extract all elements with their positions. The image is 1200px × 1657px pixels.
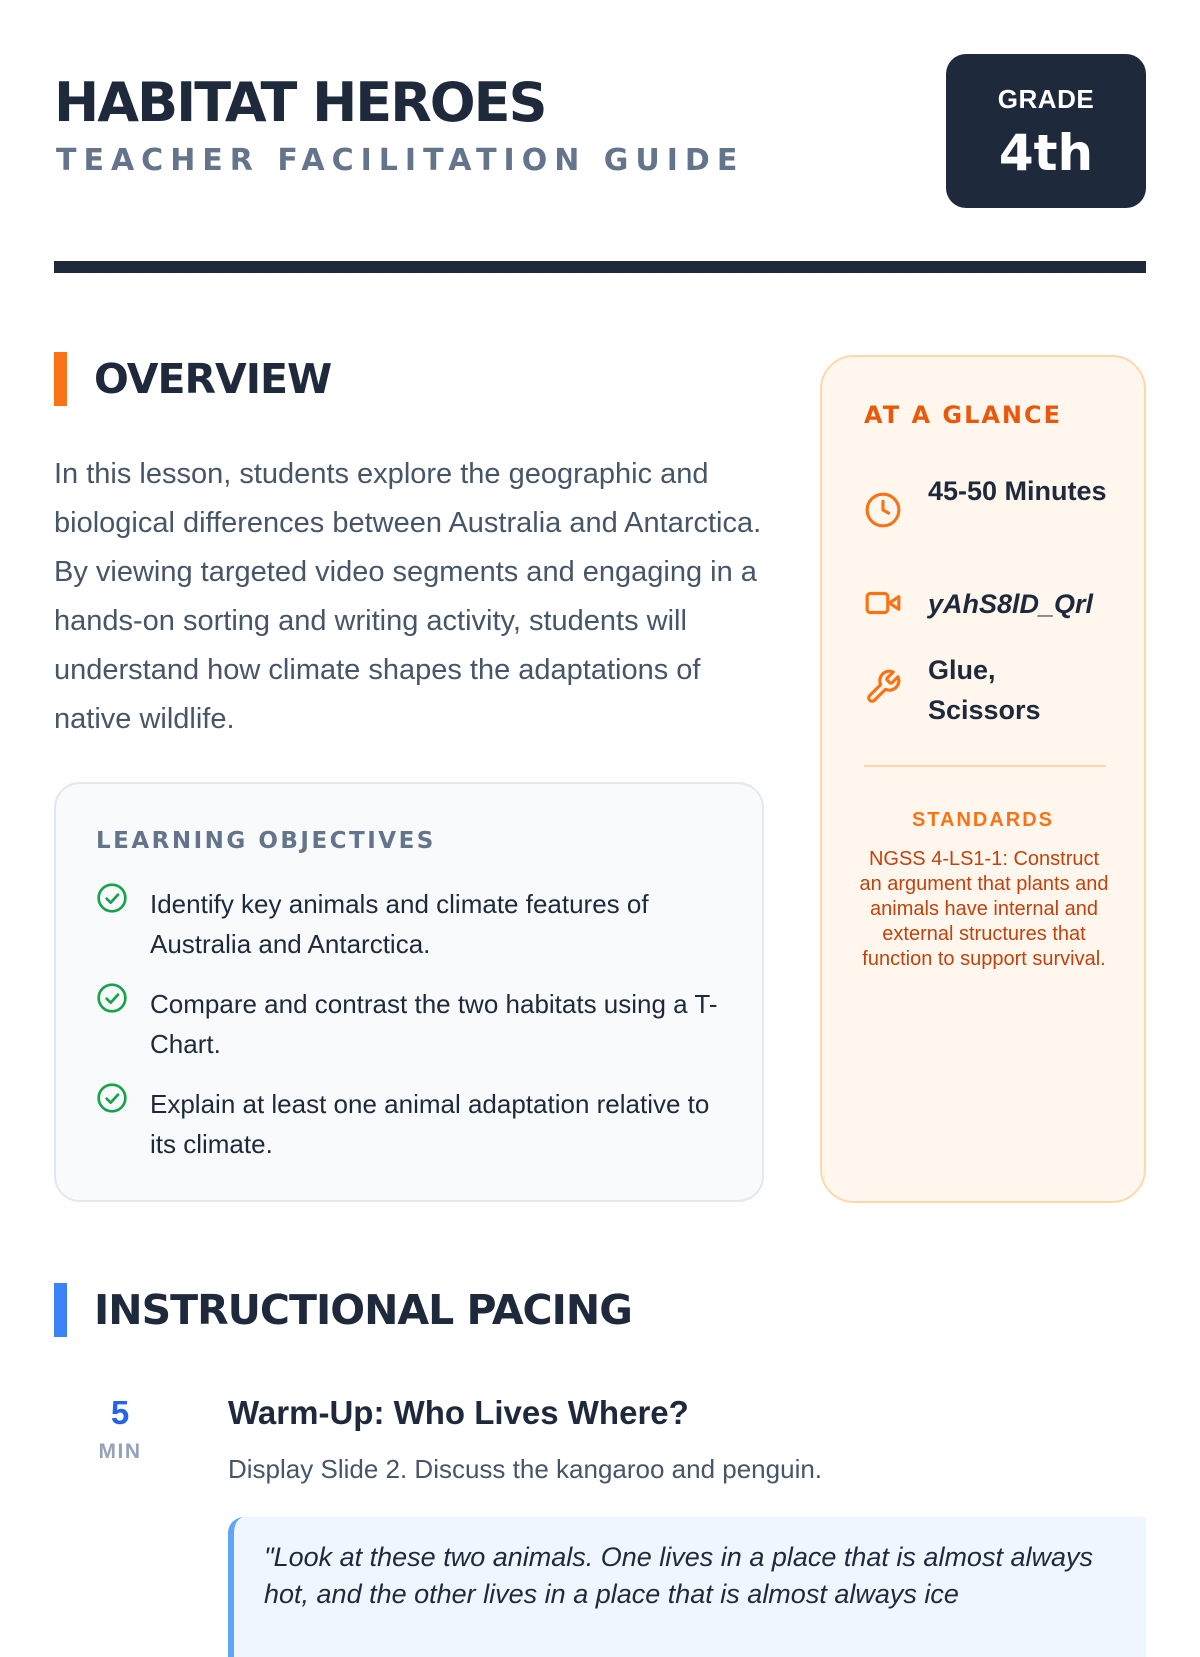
glance-materials (864, 650, 1114, 730)
duration-text: 45-50 Minutes (928, 476, 1107, 506)
video-camera-icon (864, 584, 902, 622)
grade-badge (946, 54, 1146, 208)
step-script-quote: "Look at these two animals. One lives in a place that is almost always hot, and the other lives in a place that is almost always ice (228, 1517, 1146, 1657)
objective-text: Compare and contrast the two habitats using a T-Chart. (150, 989, 718, 1059)
objective-text: Explain at least one animal adaptation relative to its climate. (150, 1089, 710, 1159)
step-description: Display Slide 2. Discuss the kangaroo and penguin. (228, 1454, 823, 1484)
step-title: Warm-Up: Who Lives Where? (228, 1394, 689, 1431)
glance-video (864, 584, 1114, 624)
glance-heading: AT A GLANCE (864, 401, 1063, 429)
clock-icon (864, 491, 902, 529)
overview-heading-block (54, 352, 331, 406)
glance-duration (864, 471, 1114, 529)
check-circle-icon (96, 1082, 128, 1114)
overview-text: In this lesson, students explore the geographic and biological differences between Australia and Antarctica. By viewing targeted video segments and engaging in a hands-on sorting and writing activity, students will understand how climate shapes the adaptations of native wildlife. (54, 458, 762, 735)
objectives-heading: LEARNING OBJECTIVES (96, 828, 436, 854)
step-minutes-unit: MIN (98, 1440, 142, 1463)
overview-heading: OVERVIEW (94, 355, 332, 403)
video-id-text: yAhS8lD_Qrl (928, 589, 1094, 619)
step-minutes: 5 (110, 1394, 130, 1431)
wrench-icon (864, 668, 902, 706)
pacing-heading: INSTRUCTIONAL PACING (94, 1286, 632, 1334)
objective-text: Identify key animals and climate features of Australia and Antarctica. (150, 889, 649, 959)
at-a-glance-card (820, 355, 1146, 1203)
page-subtitle: TEACHER FACILITATION GUIDE (56, 143, 745, 178)
standards-heading: STANDARDS (911, 809, 1055, 831)
standards-text: NGSS 4-LS1-1: Construct an argument that plants and animals have internal and external structures that function to support survival. (859, 848, 1109, 970)
grade-value: 4th (998, 124, 1094, 182)
objective-item (96, 984, 736, 1064)
grade-label: GRADE (997, 84, 1095, 114)
page-title: HABITAT HEROES (54, 71, 546, 134)
pacing-heading-block (54, 1283, 632, 1337)
objective-item (96, 1084, 736, 1164)
materials-text: Glue, Scissors (928, 655, 1041, 725)
objective-item (96, 884, 736, 964)
check-circle-icon (96, 882, 128, 914)
learning-objectives-card (54, 782, 764, 1202)
overview-accent-bar (54, 352, 67, 406)
pacing-accent-bar (54, 1283, 67, 1337)
header (54, 54, 1146, 214)
check-circle-icon (96, 982, 128, 1014)
header-divider (54, 261, 1146, 273)
glance-divider (864, 765, 1106, 767)
objectives-list (96, 884, 736, 1184)
